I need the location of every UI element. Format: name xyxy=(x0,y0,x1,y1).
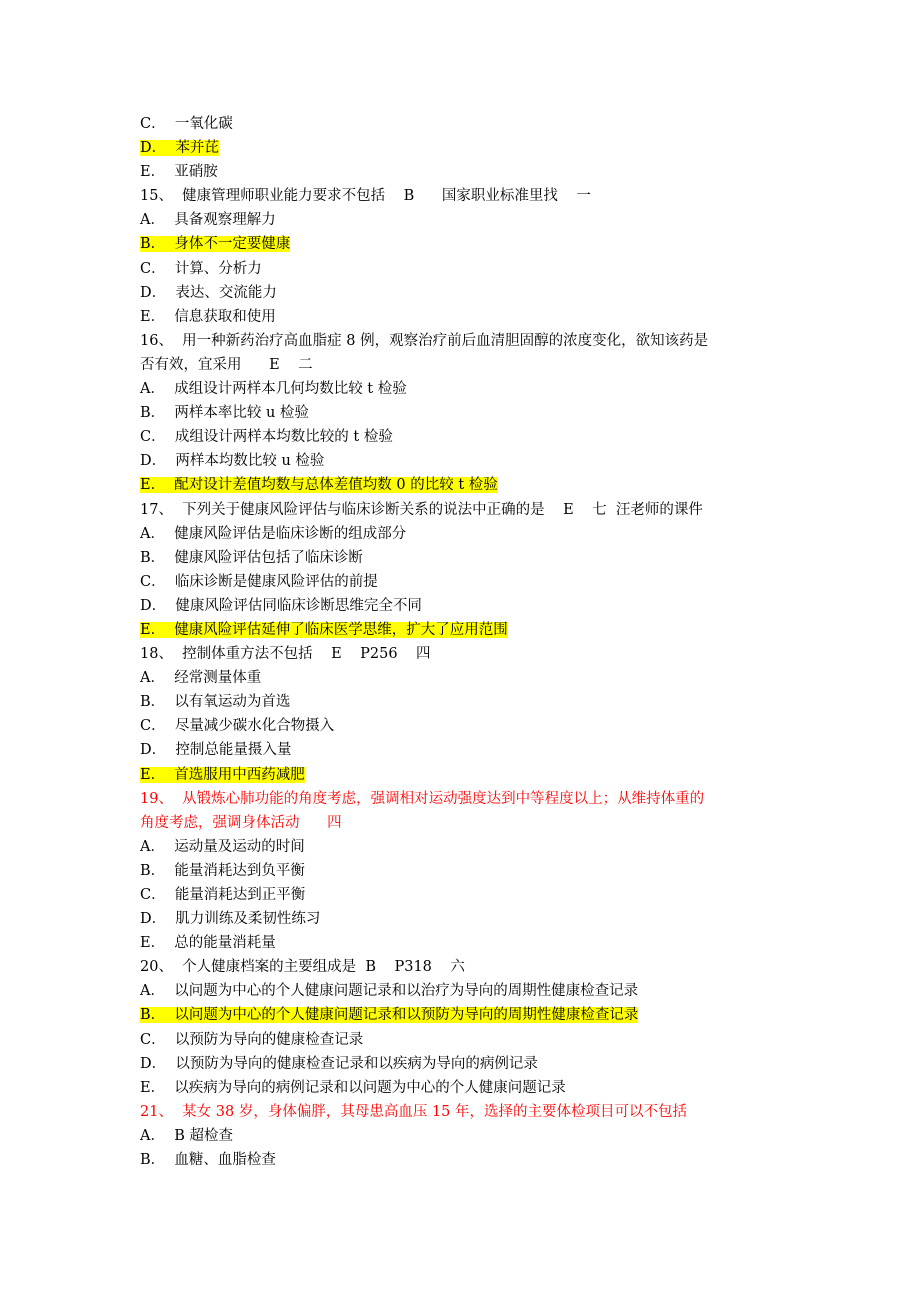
line-text: B． 以有氧运动为首选 xyxy=(140,694,291,711)
text-line xyxy=(140,1124,780,1148)
text-line xyxy=(140,136,780,160)
text-line xyxy=(140,787,780,811)
line-text: E． 总的能量消耗量 xyxy=(140,935,276,952)
line-text: 16、 用一种新药治疗高血脂症 8 例，观察治疗前后血清胆固醇的浓度变化，欲知该药是 xyxy=(140,332,709,349)
text-line xyxy=(140,160,780,184)
text-line xyxy=(140,522,780,546)
text-line xyxy=(140,931,780,955)
line-text: A． 具备观察理解力 xyxy=(140,212,276,229)
text-line xyxy=(140,546,780,570)
highlighted-answer: E． 首选服用中西药减肥 xyxy=(140,766,305,783)
text-line xyxy=(140,883,780,907)
line-text: A． 健康风险评估是临床诊断的组成部分 xyxy=(140,525,407,542)
text-line xyxy=(140,112,780,136)
line-text: C． 能量消耗达到正平衡 xyxy=(140,887,306,903)
highlighted-answer: E． 健康风险评估延伸了临床医学思维，扩大了应用范围 xyxy=(140,621,508,638)
line-text: A． 运动量及运动的时间 xyxy=(140,838,305,855)
text-line xyxy=(140,979,780,1003)
line-text: E． 以疾病为导向的病例记录和以问题为中心的个人健康问题记录 xyxy=(140,1079,566,1096)
text-line xyxy=(140,401,780,425)
text-line xyxy=(140,232,780,256)
line-text: 否有效，宜采用 E 二 xyxy=(140,356,313,373)
text-line xyxy=(140,594,780,618)
text-line xyxy=(140,859,780,883)
text-line xyxy=(140,425,780,449)
text-line xyxy=(140,329,780,353)
text-line xyxy=(140,642,780,666)
text-line xyxy=(140,738,780,762)
line-text: 19、 从锻炼心肺功能的角度考虑，强调相对运动强度达到中等程度以上；从维持体重的 xyxy=(140,790,705,807)
line-text: 15、 健康管理师职业能力要求不包括 B 国家职业标准里找 一 xyxy=(140,188,591,205)
line-text: D． 两样本均数比较 u 检验 xyxy=(140,453,325,470)
text-line xyxy=(140,618,780,642)
line-text: D． 控制总能量摄入量 xyxy=(140,742,292,759)
text-line xyxy=(140,570,780,594)
text-line xyxy=(140,690,780,714)
text-line xyxy=(140,498,780,522)
line-text: B． 健康风险评估包括了临床诊断 xyxy=(140,549,363,566)
line-text: 21、 某女 38 岁，身体偏胖，其母患高血压 15 年，选择的主要体检项目可以不包括 xyxy=(140,1103,688,1120)
line-text: C． 成组设计两样本均数比较的 t 检验 xyxy=(140,429,393,446)
text-line xyxy=(140,449,780,473)
line-text: E． 亚硝胺 xyxy=(140,164,218,181)
line-text: A． 以问题为中心的个人健康问题记录和以治疗为导向的周期性健康检查记录 xyxy=(140,983,639,1000)
line-text: C． 以预防为导向的健康检查记录 xyxy=(140,1031,364,1048)
line-text: 17、 下列关于健康风险评估与临床诊断关系的说法中正确的是 E 七 汪老师的课件 xyxy=(140,501,703,518)
line-text: D． 表达、交流能力 xyxy=(140,284,277,301)
line-text: 18、 控制体重方法不包括 E P256 四 xyxy=(140,646,431,663)
text-line xyxy=(140,208,780,232)
text-line xyxy=(140,184,780,208)
line-text: D． 健康风险评估同临床诊断思维完全不同 xyxy=(140,597,422,614)
text-line xyxy=(140,1148,780,1172)
text-line xyxy=(140,377,780,401)
line-text: D． 肌力训练及柔韧性练习 xyxy=(140,911,321,928)
text-line xyxy=(140,1052,780,1076)
line-text: C． 尽量减少碳水化合物摄入 xyxy=(140,718,335,735)
line-text: A． B 超检查 xyxy=(140,1127,233,1144)
line-text: A． 成组设计两样本几何均数比较 t 检验 xyxy=(140,381,407,398)
line-text: 20、 个人健康档案的主要组成是 B P318 六 xyxy=(140,959,465,976)
text-line xyxy=(140,835,780,859)
line-text: B． 两样本率比较 u 检验 xyxy=(140,405,309,422)
line-text: B． 能量消耗达到负平衡 xyxy=(140,862,305,879)
text-line xyxy=(140,666,780,690)
text-line xyxy=(140,257,780,281)
highlighted-answer: D． 苯并芘 xyxy=(140,140,219,157)
text-line xyxy=(140,955,780,979)
line-text: A． 经常测量体重 xyxy=(140,670,262,687)
text-line xyxy=(140,907,780,931)
text-line xyxy=(140,1003,780,1027)
line-text: C． 计算、分析力 xyxy=(140,260,262,277)
text-line xyxy=(140,281,780,305)
line-text: 角度考虑，强调身体活动 四 xyxy=(140,814,342,831)
text-line xyxy=(140,1028,780,1052)
highlighted-answer: B． 以问题为中心的个人健康问题记录和以预防为导向的周期性健康检查记录 xyxy=(140,1007,639,1024)
text-line xyxy=(140,1100,780,1124)
line-text: D． 以预防为导向的健康检查记录和以疾病为导向的病例记录 xyxy=(140,1055,538,1072)
text-line xyxy=(140,353,780,377)
text-line xyxy=(140,473,780,497)
document-body xyxy=(140,112,780,1172)
text-line xyxy=(140,305,780,329)
line-text: B． 血糖、血脂检查 xyxy=(140,1152,276,1169)
text-line xyxy=(140,714,780,738)
text-line xyxy=(140,811,780,835)
text-line xyxy=(140,763,780,787)
line-text: C． 一氧化碳 xyxy=(140,116,233,132)
line-text: C． 临床诊断是健康风险评估的前提 xyxy=(140,573,378,590)
highlighted-answer: E． 配对设计差值均数与总体差值均数 0 的比较 t 检验 xyxy=(140,477,498,494)
text-line xyxy=(140,1076,780,1100)
line-text: E． 信息获取和使用 xyxy=(140,308,276,325)
highlighted-answer: B． 身体不一定要健康 xyxy=(140,236,291,253)
